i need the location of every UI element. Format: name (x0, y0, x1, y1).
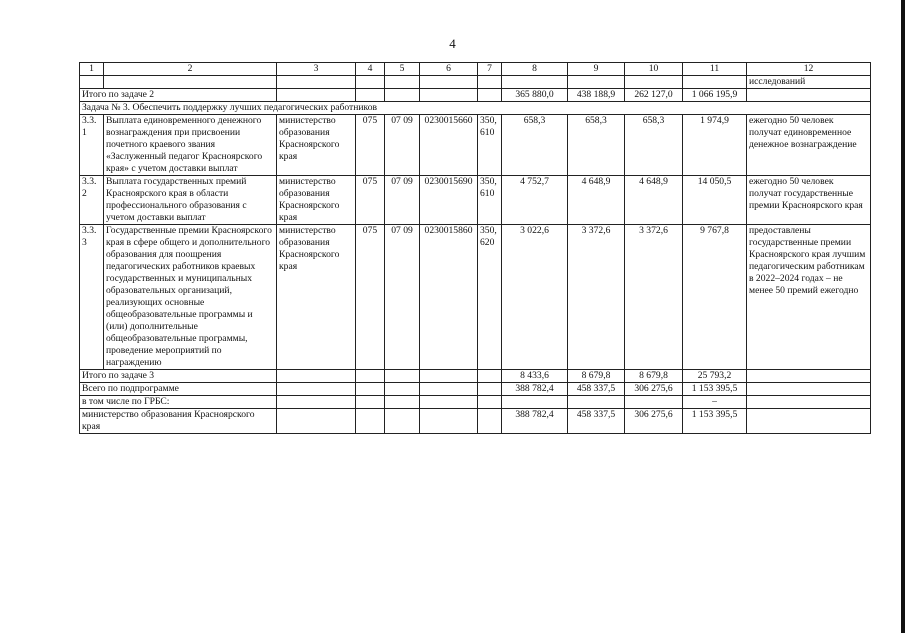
amount-total: 9 767,8 (683, 225, 747, 370)
column-header: 2 (104, 63, 277, 76)
amount-total: – (683, 396, 747, 409)
budget-table (79, 62, 871, 434)
amount-2024: 306 275,6 (625, 383, 683, 396)
amount-2022: 4 752,7 (502, 176, 568, 225)
amount-2022: 388 782,4 (502, 409, 568, 434)
amount-total: 1 066 195,9 (683, 89, 747, 102)
section-code: 07 09 (385, 176, 420, 225)
amount-2024: 262 127,0 (625, 89, 683, 102)
amount-2023: 658,3 (568, 115, 625, 176)
target-article: 0230015860 (420, 225, 478, 370)
amount-2023: 3 372,6 (568, 225, 625, 370)
measure-name: Государственные премии Красноярского края в сфере общего и дополнительного образования для поощрения педагогических работников краевых государственных и муниципальных образовательных организаций, реализующих основные общеобразовательные программы и (или) дополнительные общеобразовательные программы, проведение мероприятий по награждению (104, 225, 277, 370)
amount-2024: 306 275,6 (625, 409, 683, 434)
amount-total: 14 050,5 (683, 176, 747, 225)
scan-edge (901, 0, 905, 633)
amount-total: 1 974,9 (683, 115, 747, 176)
table-row (80, 115, 871, 176)
task3-title-row (80, 102, 871, 115)
amount-2022: 3 022,6 (502, 225, 568, 370)
grbs-name: министерство образования Красноярского края (277, 176, 356, 225)
amount-2023: 8 679,8 (568, 370, 625, 383)
amount-2023: 458 337,5 (568, 383, 625, 396)
grbs-name: министерство образования Красноярского края (277, 115, 356, 176)
carry-over-text: исследований (747, 76, 871, 89)
total-label: в том числе по ГРБС: (80, 396, 277, 409)
amount-2023: 438 188,9 (568, 89, 625, 102)
task-title: Задача № 3. Обеспечить поддержку лучших педагогических работников (80, 102, 871, 115)
total-label: Всего по подпрограмме (80, 383, 277, 396)
table-row (80, 176, 871, 225)
expense-type: 350, 610 (478, 115, 502, 176)
column-header: 10 (625, 63, 683, 76)
column-header: 4 (356, 63, 385, 76)
amount-2024: 3 372,6 (625, 225, 683, 370)
carry-over-row (80, 76, 871, 89)
expense-type: 350, 620 (478, 225, 502, 370)
amount-2023: 4 648,9 (568, 176, 625, 225)
expected-result: ежегодно 50 человек получат государственные премии Красноярского края (747, 176, 871, 225)
section-code: 07 09 (385, 115, 420, 176)
column-header: 3 (277, 63, 356, 76)
column-header: 8 (502, 63, 568, 76)
amount-total: 1 153 395,5 (683, 383, 747, 396)
target-article: 0230015690 (420, 176, 478, 225)
grbs-code: 075 (356, 225, 385, 370)
section-code: 07 09 (385, 225, 420, 370)
amount-2024: 8 679,8 (625, 370, 683, 383)
amount-2022: 365 880,0 (502, 89, 568, 102)
column-number-row (80, 63, 871, 76)
amount-2024: 4 648,9 (625, 176, 683, 225)
page-number: 4 (449, 36, 456, 51)
amount-2024: 658,3 (625, 115, 683, 176)
expense-type: 350, 610 (478, 176, 502, 225)
total-label: Итого по задаче 3 (80, 370, 277, 383)
amount-2023: 458 337,5 (568, 409, 625, 434)
column-header: 6 (420, 63, 478, 76)
grbs-heading-row (80, 396, 871, 409)
expected-result: ежегодно 50 человек получат единовременное денежное вознаграждение (747, 115, 871, 176)
amount-total: 1 153 395,5 (683, 409, 747, 434)
expected-result: предоставлены государственные премии Красноярского края лучшим педагогическим работникам в 2022–2024 годах – не менее 50 премий ежегодно (747, 225, 871, 370)
amount-total: 25 793,2 (683, 370, 747, 383)
ministry-total-row (80, 409, 871, 434)
grbs-name: министерство образования Красноярского края (277, 225, 356, 370)
task2-total-row (80, 89, 871, 102)
column-header: 12 (747, 63, 871, 76)
column-header: 11 (683, 63, 747, 76)
row-number: 3.3.1 (80, 115, 104, 176)
amount-2022: 8 433,6 (502, 370, 568, 383)
column-header: 7 (478, 63, 502, 76)
grbs-code: 075 (356, 115, 385, 176)
row-number: 3.3.3 (80, 225, 104, 370)
total-label: Итого по задаче 2 (80, 89, 277, 102)
measure-name: Выплата государственных премий Красноярского края в области профессионального образования с учетом доставки выплат (104, 176, 277, 225)
row-number: 3.3.2 (80, 176, 104, 225)
column-header: 5 (385, 63, 420, 76)
total-label: министерство образования Красноярского края (80, 409, 277, 434)
subprogram-total-row (80, 383, 871, 396)
column-header: 9 (568, 63, 625, 76)
column-header: 1 (80, 63, 104, 76)
amount-2022: 658,3 (502, 115, 568, 176)
target-article: 0230015660 (420, 115, 478, 176)
measure-name: Выплата единовременного денежного вознаграждения при присвоении почетного краевого звания «Заслуженный педагог Красноярского края» с учетом доставки выплат (104, 115, 277, 176)
table-row (80, 225, 871, 370)
task3-total-row (80, 370, 871, 383)
amount-2022: 388 782,4 (502, 383, 568, 396)
grbs-code: 075 (356, 176, 385, 225)
